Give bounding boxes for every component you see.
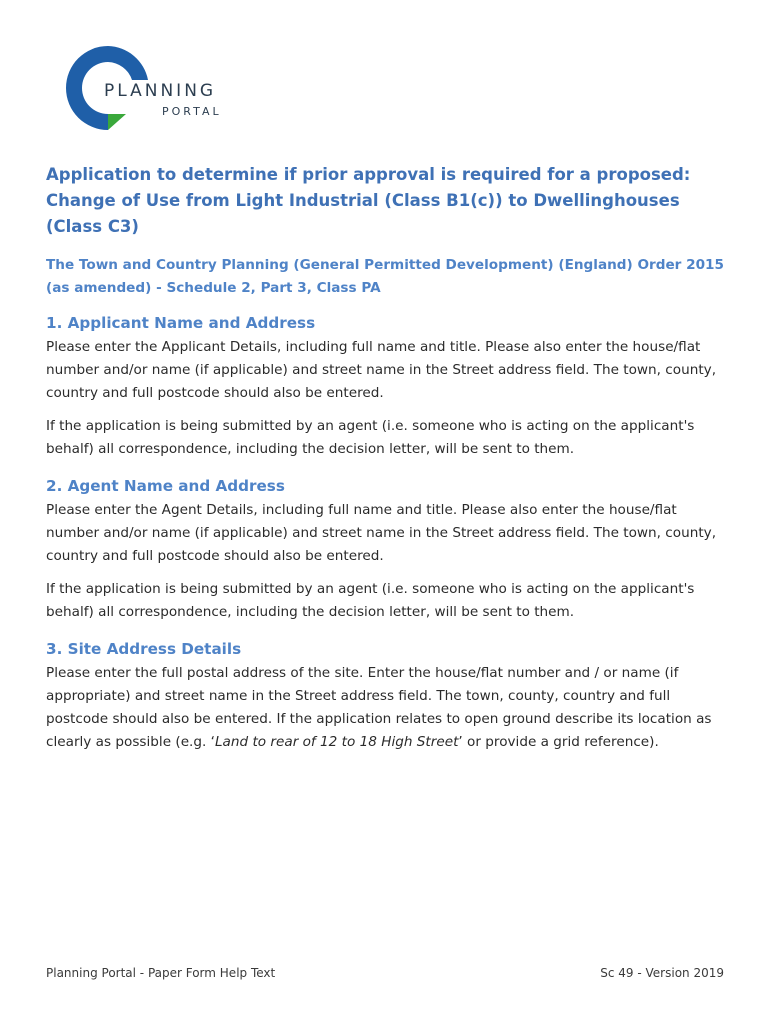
- section-site-address: [46, 638, 726, 754]
- page-title: Application to determine if prior approval is required for a proposed: Change of Use from Light Industrial (Class B1(c)) to Dwellinghouses (Class C3): [46, 165, 691, 236]
- section-paragraph: [46, 662, 726, 754]
- section-heading-applicant: 1. Applicant Name and Address: [46, 314, 316, 332]
- footer-right: Sc 49 - Version 2019: [600, 966, 724, 980]
- section-heading-agent: 2. Agent Name and Address: [46, 477, 285, 495]
- logo-blue-top: [108, 46, 148, 80]
- logo-green-triangle: [108, 114, 126, 130]
- paragraph-text: Please enter the full postal address of the site. Enter the house/flat number and / or name (if appropriate) and street name in the Street address field. The town, county, country and full postcode should also be entered. If the application relates to open ground describe its location as clearly as possible (e.g. ‘: [46, 665, 712, 750]
- paragraph-text: ’ or provide a grid reference).: [458, 734, 659, 750]
- planning-portal-logo-icon: [48, 44, 248, 132]
- document-body: [46, 162, 726, 750]
- section-paragraph: If the application is being submitted by an agent (i.e. someone who is acting on the applicant's behalf) all correspondence, including the decision letter, will be sent to them.: [46, 581, 695, 620]
- section-agent: [46, 475, 726, 624]
- logo-text-portal: PORTAL: [162, 105, 222, 118]
- section-paragraph: Please enter the Applicant Details, including full name and title. Please also enter the house/flat number and/or name (if applicable) and street name in the Street address field. The town, county, country and full postcode should also be entered.: [46, 339, 717, 401]
- section-paragraph: Please enter the Agent Details, including full name and title. Please also enter the house/flat number and/or name (if applicable) and street name in the Street address field. The town, county, country and full postcode should also be entered.: [46, 502, 717, 564]
- logo-text-planning: PLANNING: [104, 81, 217, 101]
- section-applicant: [46, 312, 726, 461]
- footer-left: Planning Portal - Paper Form Help Text: [46, 966, 276, 980]
- section-heading-site-address: 3. Site Address Details: [46, 640, 242, 658]
- page-subtitle: The Town and Country Planning (General Permitted Development) (England) Order 2015 (as amended) - Schedule 2, Part 3, Class PA: [46, 257, 724, 296]
- logo-blue-shape: [66, 46, 108, 130]
- planning-portal-logo: [48, 44, 248, 132]
- paragraph-italic-example: Land to rear of 12 to 18 High Street: [214, 734, 459, 750]
- section-paragraph: If the application is being submitted by an agent (i.e. someone who is acting on the applicant's behalf) all correspondence, including the decision letter, will be sent to them.: [46, 418, 695, 457]
